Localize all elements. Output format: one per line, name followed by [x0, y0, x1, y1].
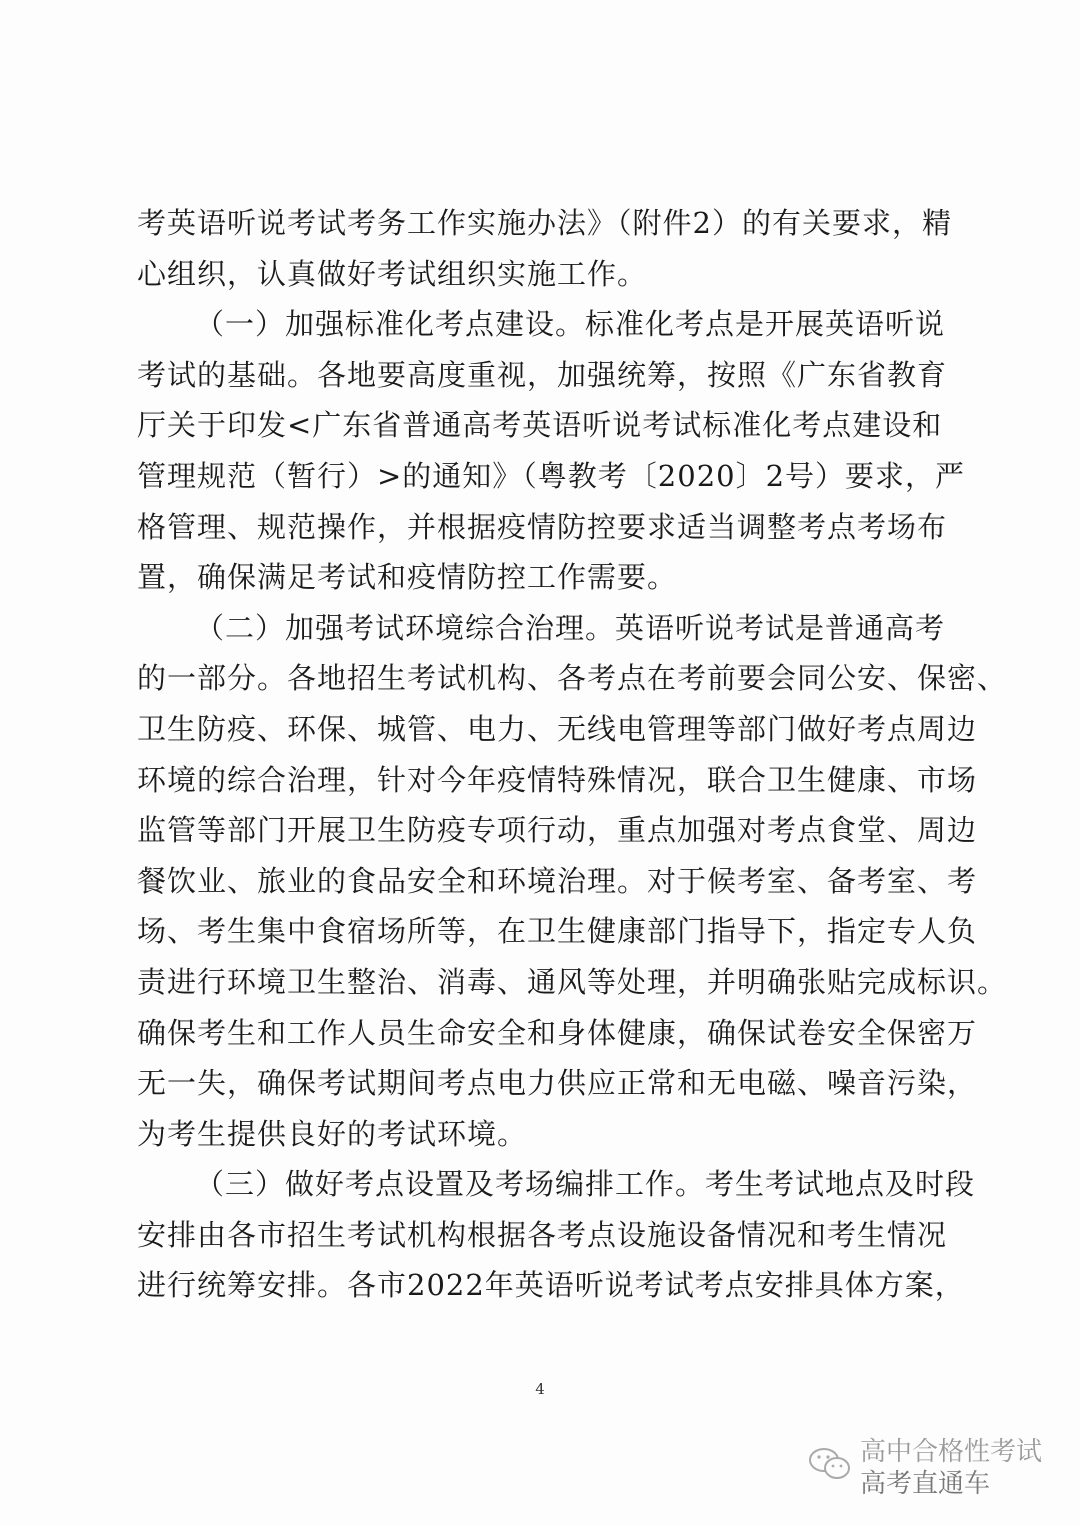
- watermark-texts: [860, 1436, 1042, 1500]
- watermark: [808, 1436, 1042, 1500]
- text-line: 为考生提供良好的考试环境。: [137, 1116, 528, 1151]
- text-line: 的一部分。各地招生考试机构、各考点在考前要会同公安、保密、: [137, 661, 1008, 696]
- text-line: 监管等部门开展卫生防疫专项行动，重点加强对考点食堂、周边: [137, 813, 978, 848]
- wechat-icon: [808, 1446, 852, 1490]
- text-line: 场、考生集中食宿场所等，在卫生健康部门指导下，指定专人负: [137, 914, 978, 949]
- text-line: 管理规范（暂行）>的通知》（粤教考〔2020〕2号）要求，严: [137, 458, 966, 493]
- text-line: 餐饮业、旅业的食品安全和环境治理。对于候考室、备考室、考: [137, 863, 978, 898]
- watermark-text-2: 高考直通车: [860, 1469, 991, 1499]
- watermark-text-1: 高中合格性考试: [860, 1437, 1043, 1467]
- text-line: 无一失，确保考试期间考点电力供应正常和无电磁、噪音污染，: [137, 1066, 978, 1101]
- text-line: （二）加强考试环境综合治理。英语听说考试是普通高考: [195, 610, 946, 645]
- text-line: 进行统筹安排。各市2022年英语听说考试考点安排具体方案，: [137, 1268, 965, 1303]
- text-line: 责进行环境卫生整治、消毒、通风等处理，并明确张贴完成标识。: [137, 964, 1008, 999]
- text-line: 安排由各市招生考试机构根据各考点设施设备情况和考生情况: [137, 1217, 948, 1252]
- text-line: 环境的综合治理，针对今年疫情特殊情况，联合卫生健康、市场: [137, 762, 978, 797]
- text-line: 置，确保满足考试和疫情防控工作需要。: [137, 560, 678, 595]
- text-line: 厅关于印发<广东省普通高考英语听说考试标准化考点建设和: [137, 408, 943, 443]
- text-line: 心组织，认真做好考试组织实施工作。: [137, 256, 648, 291]
- page-number: 4: [535, 1380, 545, 1398]
- text-line: （一）加强标准化考点建设。标准化考点是开展英语听说: [195, 307, 946, 342]
- text-line: 格管理、规范操作，并根据疫情防控要求适当调整考点考场布: [137, 509, 948, 544]
- text-line: 卫生防疫、环保、城管、电力、无线电管理等部门做好考点周边: [137, 711, 978, 746]
- text-line: （三）做好考点设置及考场编排工作。考生考试地点及时段: [195, 1167, 976, 1202]
- text-line: 考英语听说考试考务工作实施办法》（附件2）的有关要求，精: [137, 206, 952, 240]
- text-line: 确保考生和工作人员生命安全和身体健康，确保试卷安全保密万: [137, 1015, 978, 1050]
- document-body: [137, 198, 1008, 1311]
- text-line: 考试的基础。各地要高度重视，加强统筹，按照《广东省教育: [137, 357, 948, 392]
